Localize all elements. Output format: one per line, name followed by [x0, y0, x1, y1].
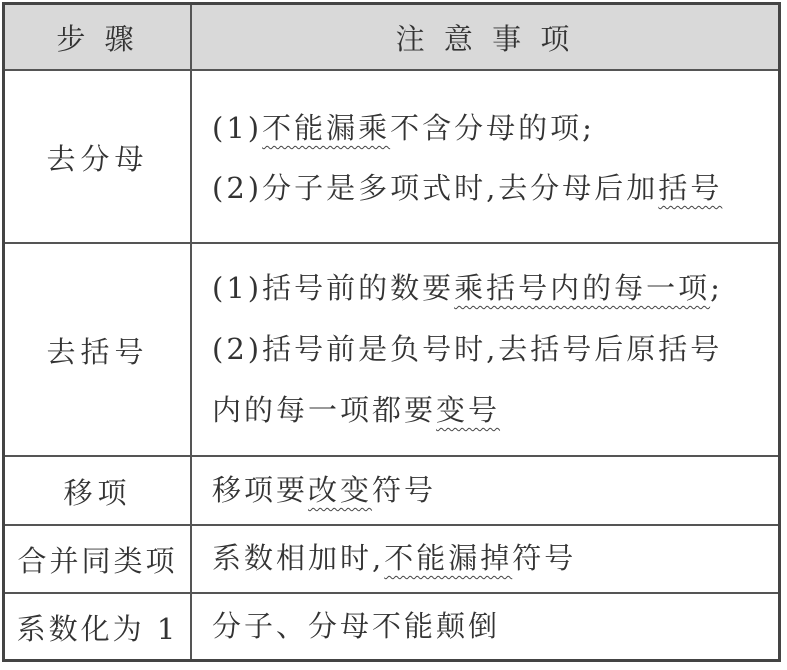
note-text: 符号	[372, 473, 437, 507]
step-cell: 去括号	[46, 334, 149, 369]
note-text: (2)括号前是负号时,去括号后原括号	[212, 332, 723, 366]
note-text: 不含分母的项;	[390, 111, 595, 145]
note-text: (2)分子是多项式时,去分母后加	[212, 171, 659, 205]
note-text: (1)括号前的数要	[212, 271, 455, 305]
header-step: 步 骤	[56, 21, 139, 56]
emphasized-text: 不能漏乘	[262, 111, 391, 145]
note-text: (1)	[212, 111, 263, 145]
emphasized-text: 变号	[436, 393, 501, 427]
note-text: 移项要	[212, 473, 309, 507]
emphasized-text: 乘括号内的每一项	[454, 271, 711, 305]
note-text: 分子、分母不能颠倒	[212, 609, 501, 643]
step-cell: 去分母	[46, 141, 149, 176]
step-cell: 合并同类项	[17, 544, 178, 578]
step-cell: 移项	[63, 475, 132, 510]
note-text: 系数相加时,	[212, 541, 385, 575]
emphasized-text: 改变	[308, 473, 373, 507]
step-cell: 系数化为 1	[16, 611, 179, 646]
note-text: ;	[710, 271, 723, 305]
table-border	[2, 2, 781, 662]
header-notes: 注 意 事 项	[395, 21, 575, 56]
emphasized-text: 括号	[658, 171, 723, 205]
note-text: 内的每一项都要	[212, 393, 437, 427]
note-text: 符号	[512, 541, 577, 575]
emphasized-text: 不能漏掉	[384, 541, 513, 575]
